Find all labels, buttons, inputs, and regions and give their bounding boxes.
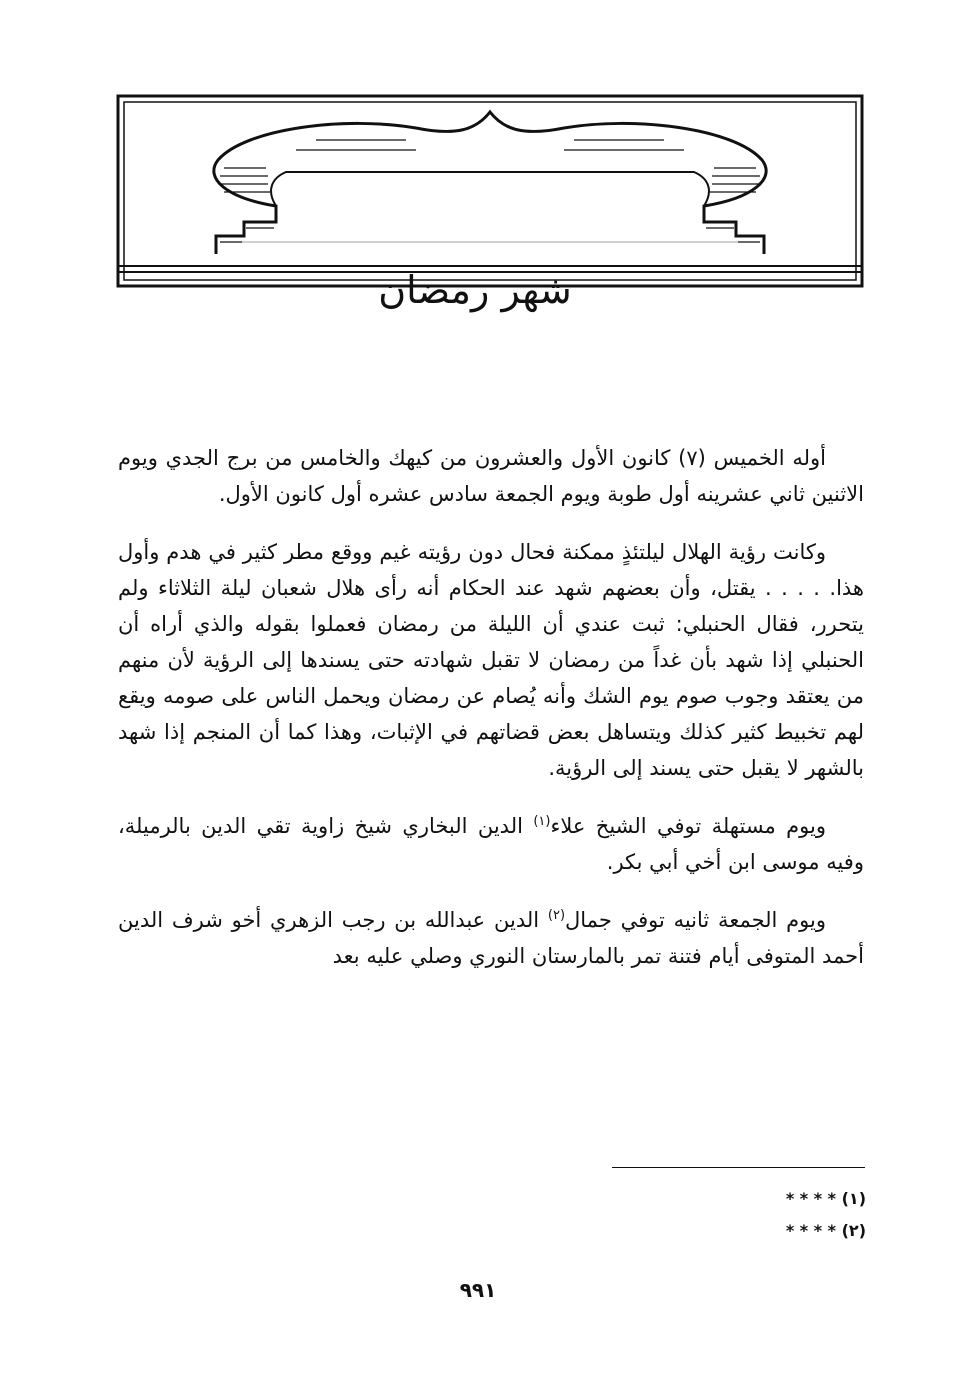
paragraph-text: وكانت رؤية الهلال ليلتئذٍ ممكنة فحال دون رؤيته غيم ووقع مطر كثير في هدم وأول هذا. . . . . يقتل، وأن بعضهم شهد عند الحكام أنه رأى هلال شعبان ليلة الثلاثاء ولم يتحرر، فقال الحنبلي: ثبت عندي أن الليلة من رمضان فعملوا بقوله والذي أراه أن الحنبلي إذا شهد بأن غداً من رمضان لا تقبل شهادته حتى يسندها إلى الرؤية لأن منهم من يعتقد وجوب صوم يوم الشك وأنه يُصام عن رمضان ويحمل الناس على صومه ويقع لهم تخبيط كثير كذلك ويتساهل بعض قضاتهم في الإثبات، وهذا كما أن المنجم إذا شهد بالشهر لا يقبل حتى يسند إلى الرؤية.	[118, 540, 864, 780]
footnote-item: (٢) * * * *	[785, 1221, 866, 1240]
paragraph-text: ويوم مستهلة توفي الشيخ علاء	[550, 814, 827, 838]
paragraph	[118, 902, 864, 974]
paragraph-text: الدين عبدالله بن رجب الزهري أخو شرف الدين أحمد المتوفى أيام فتنة تمر بالمارستان النوري وصلي عليه بعد	[118, 908, 864, 968]
footnote-divider	[612, 1167, 865, 1168]
paragraph-text: أوله الخميس (٧) كانون الأول والعشرون من كيهك والخامس من برج الجدي ويوم الاثنين ثاني عشرينه أول طوبة ويوم الجمعة سادس عشره أول كانون الأول.	[118, 446, 864, 506]
paragraph	[118, 440, 864, 512]
page-number: ٩٩١	[459, 1278, 497, 1302]
body-text	[118, 440, 864, 996]
chapter-title: شهر رمضان	[378, 268, 572, 312]
footnote-item: (١) * * * *	[785, 1189, 866, 1208]
footnotes	[786, 1183, 866, 1247]
chapter-header-ornament	[116, 94, 864, 290]
footnote-reference[interactable]: (٢)	[547, 908, 566, 923]
paragraph-text: الدين البخاري شيخ زاوية تقي الدين بالرميلة، وفيه موسى ابن أخي أبي بكر.	[118, 814, 864, 874]
footnote-reference[interactable]: (١)	[533, 814, 551, 829]
paragraph	[118, 808, 864, 880]
paragraph-text: ويوم الجمعة ثانيه توفي جمال	[565, 908, 826, 932]
paragraph	[118, 534, 864, 786]
